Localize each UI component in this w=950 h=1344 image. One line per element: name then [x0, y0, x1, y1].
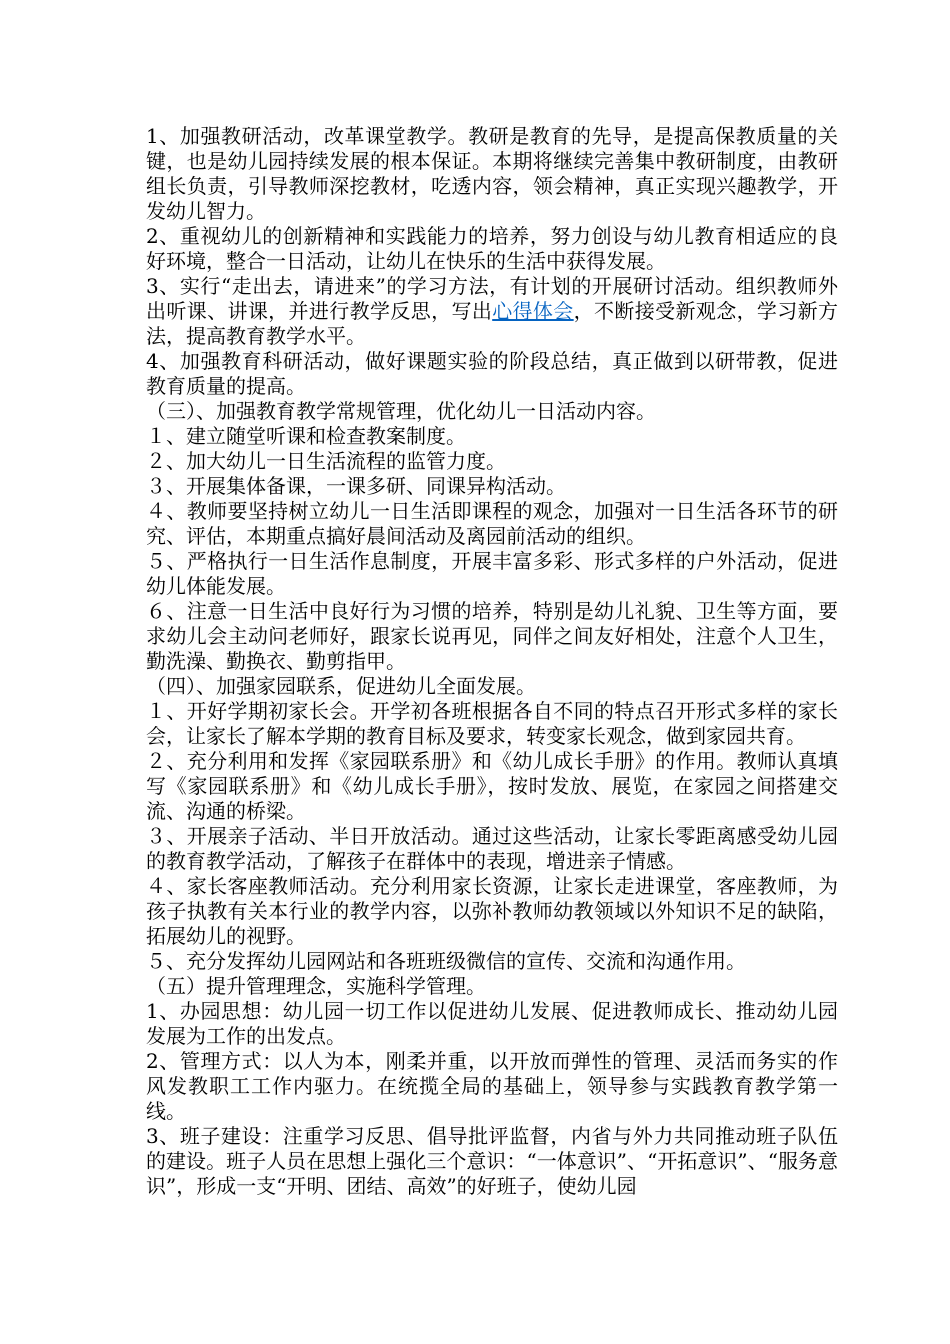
list-item: ２、充分利用和发挥《家园联系册》和《幼儿成长手册》的作用。教师认真填写《家园联系册》和《幼儿成长手册》，按时发放、展览，在家园之间搭建交流、沟通的桥梁。 [146, 749, 838, 823]
paragraph-teaching-research: 1、加强教研活动，改革课堂教学。教研是教育的先导，是提高保教质量的关键，也是幼儿园持续发展的根本保证。本期将继续完善集中教研制度，由教研组长负责，引导教师深挖教材，吃透内容，领会精神，真正实现兴趣教学，开发幼儿智力。 [146, 124, 838, 223]
experience-link[interactable]: 心得体会 [492, 299, 574, 323]
list-item: ３、开展亲子活动、半日开放活动。通过这些活动，让家长零距离感受幼儿园的教育教学活动，了解孩子在群体中的表现，增进亲子情感。 [146, 824, 838, 873]
list-item: １、开好学期初家长会。开学初各班根据各自不同的特点召开形式多样的家长会，让家长了解本学期的教育目标及要求，转变家长观念，做到家园共育。 [146, 699, 838, 748]
list-item: ５、充分发挥幼儿园网站和各班班级微信的宣传、交流和沟通作用。 [146, 949, 746, 973]
list-item: ４、家长客座教师活动。充分利用家长资源，让家长走进课堂，客座教师，为孩子执教有关本行业的教学内容，以弥补教师幼教领域以外知识不足的缺陷，拓展幼儿的视野。 [146, 874, 838, 948]
paragraph-learning-method-text-before: 3、实行“走出去，请进来”的学习方法，有计划的开展研讨活动。组织教师外出听课、讲课，并进行教学反思，写出 [146, 274, 838, 323]
list-item: ５、严格执行一日生活作息制度，开展丰富多彩、形式多样的户外活动，促进幼儿体能发展。 [146, 549, 838, 598]
section-heading-5: （五）提升管理理念，实施科学管理。 [146, 974, 486, 998]
list-item: 2、管理方式：以人为本，刚柔并重，以开放而弹性的管理、灵活而务实的作风发教职工工作内驱力。在统揽全局的基础上，领导参与实践教育教学第一线。 [146, 1049, 838, 1123]
list-item: ２、加大幼儿一日生活流程的监管力度。 [146, 449, 506, 473]
section-heading-4: （四）、加强家园联系，促进幼儿全面发展。 [146, 674, 536, 698]
section-heading-3: （三）、加强教育教学常规管理，优化幼儿一日活动内容。 [146, 399, 656, 423]
list-item: ６、注意一日生活中良好行为习惯的培养，特别是幼儿礼貌、卫生等方面，要求幼儿会主动问老师好，跟家长说再见，同伴之间友好相处，注意个人卫生，勤洗澡、勤换衣、勤剪指甲。 [146, 599, 838, 673]
paragraph-research-activity: 4、加强教育科研活动，做好课题实验的阶段总结，真正做到以研带教，促进教育质量的提高。 [146, 349, 838, 398]
list-item: ４、教师要坚持树立幼儿一日生活即课程的观念，加强对一日生活各环节的研究、评估，本期重点搞好晨间活动及离园前活动的组织。 [146, 499, 838, 548]
list-item: 3、班子建设：注重学习反思、倡导批评监督，内省与外力共同推动班子队伍的建设。班子人员在思想上强化三个意识：“一体意识”、“开拓意识”、“服务意识”，形成一支“开明、团结、高效”的好班子，使幼儿园 [146, 1124, 838, 1198]
list-item: １、建立随堂听课和检查教案制度。 [146, 424, 466, 448]
paragraph-learning-method [146, 274, 838, 349]
paragraph-learning-method-text-after: ，不断接受新观念，学习新方法，提高教育教学水平。 [146, 299, 839, 348]
document-body [146, 124, 838, 1199]
paragraph-innovation: 2、重视幼儿的创新精神和实践能力的培养，努力创设与幼儿教育相适应的良好环境，整合一日活动，让幼儿在快乐的生活中获得发展。 [146, 224, 838, 273]
list-item: ３、开展集体备课，一课多研、同课异构活动。 [146, 474, 566, 498]
list-item: 1、办园思想：幼儿园一切工作以促进幼儿发展、促进教师成长、推动幼儿园发展为工作的出发点。 [146, 999, 838, 1048]
